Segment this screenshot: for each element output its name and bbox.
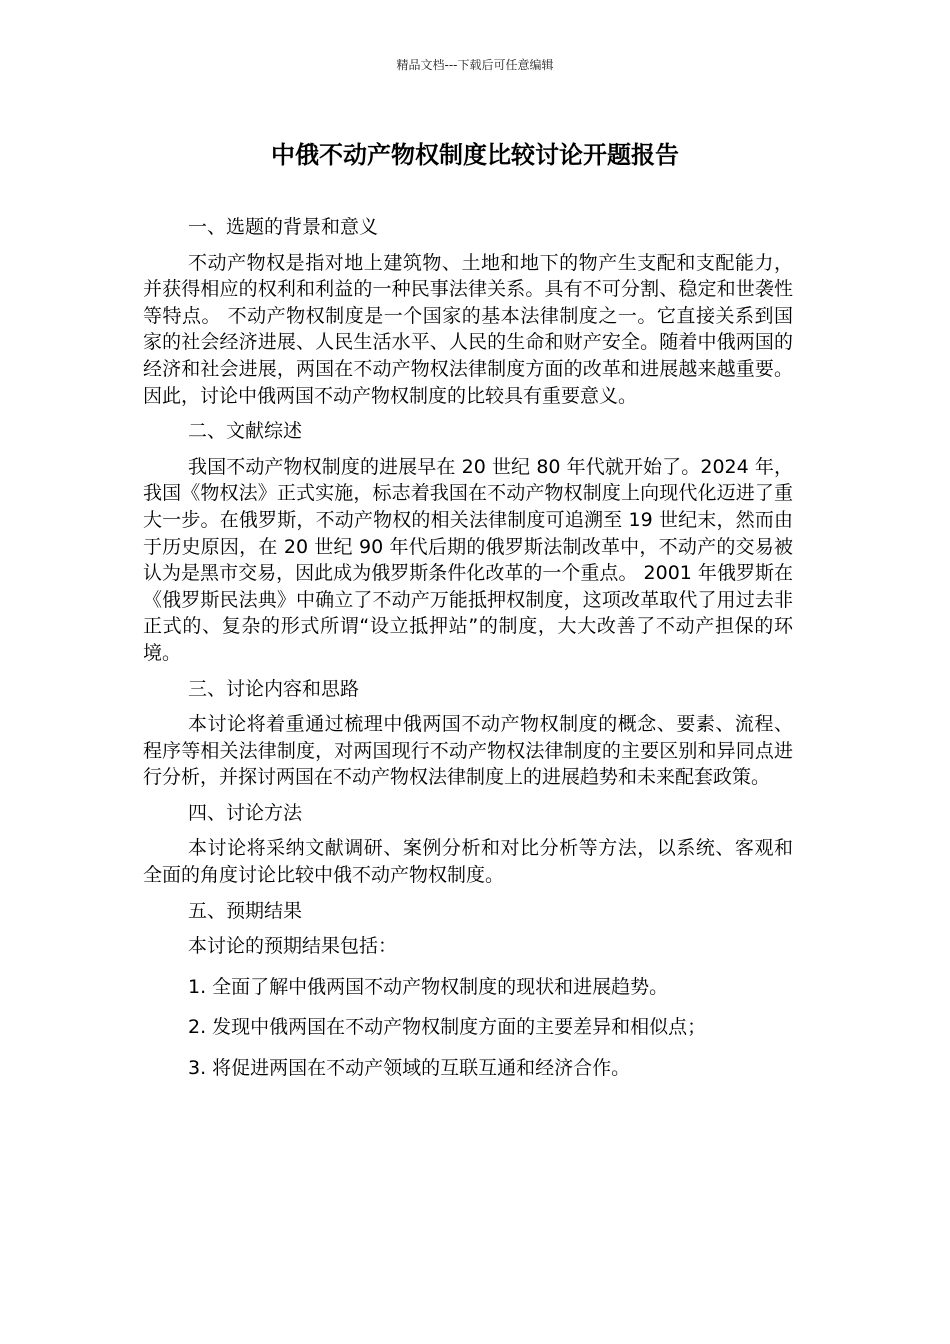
- section-paragraph-background: 不动产物权是指对地上建筑物、土地和地下的物产生支配和支配能力，并获得相应的权利和利益的一种民事法律关系。具有不可分割、稳定和世袭性等特点。 不动产物权制度是一个国家的基本法律制度之一。它直接关系到国家的社会经济进展、人民生活水平、人民的生命和财产安全。随着中俄两国的经济和社会进展，两国在不动产物权法律制度方面的改革和进展越来越重要。因此，讨论中俄两国不动产物权制度的比较具有重要意义。: [143, 251, 793, 407]
- results-list-item: 1. 全面了解中俄两国不动产物权制度的现状和进展趋势。: [188, 975, 669, 998]
- section-paragraph-literature: 我国不动产物权制度的进展早在 20 世纪 80 年代就开始了。2024 年，我国《物权法》正式实施，标志着我国在不动产物权制度上向现代化迈进了重大一步。在俄罗斯，不动产物权的相关法律制度可追溯至 19 世纪末，然而由于历史原因，在 20 世纪 90 年代后期的俄罗斯法制改革中，不动产的交易被认为是黑市交易，因此成为俄罗斯条件化改革的一个重点。 2001 年俄罗斯在《俄罗斯民法典》中确立了不动产万能抵押权制度，这项改革取代了用过去非正式的、复杂的形式所谓“设立抵押站”的制度，大大改善了不动产担保的环境。: [143, 455, 793, 664]
- results-list-item: 3. 将促进两国在不动产领域的互联互通和经济合作。: [188, 1057, 631, 1080]
- section-heading-content: 三、讨论内容和思路: [188, 677, 360, 700]
- page-header: 精品文档---下载后可任意编辑: [396, 58, 554, 72]
- section-heading-results: 五、预期结果: [188, 899, 303, 922]
- document-title: 中俄不动产物权制度比较讨论开题报告: [271, 141, 679, 169]
- document-body: [143, 214, 793, 1096]
- section-heading-background: 一、选题的背景和意义: [188, 216, 379, 238]
- section-paragraph-content: 本讨论将着重通过梳理中俄两国不动产物权制度的概念、要素、流程、程序等相关法律制度，对两国现行不动产物权法律制度的主要区别和异同点进行分析，并探讨两国在不动产物权法律制度上的进展趋势和未来配套政策。: [143, 713, 793, 789]
- section-heading-methods: 四、讨论方法: [188, 801, 303, 824]
- section-heading-literature: 二、文献综述: [188, 420, 303, 443]
- results-list-item: 2. 发现中俄两国在不动产物权制度方面的主要差异和相似点；: [188, 1016, 707, 1039]
- results-intro: 本讨论的预期结果包括：: [188, 935, 398, 958]
- section-paragraph-methods: 本讨论将采纳文献调研、案例分析和对比分析等方法，以系统、客观和全面的角度讨论比较中俄不动产物权制度。: [143, 837, 793, 887]
